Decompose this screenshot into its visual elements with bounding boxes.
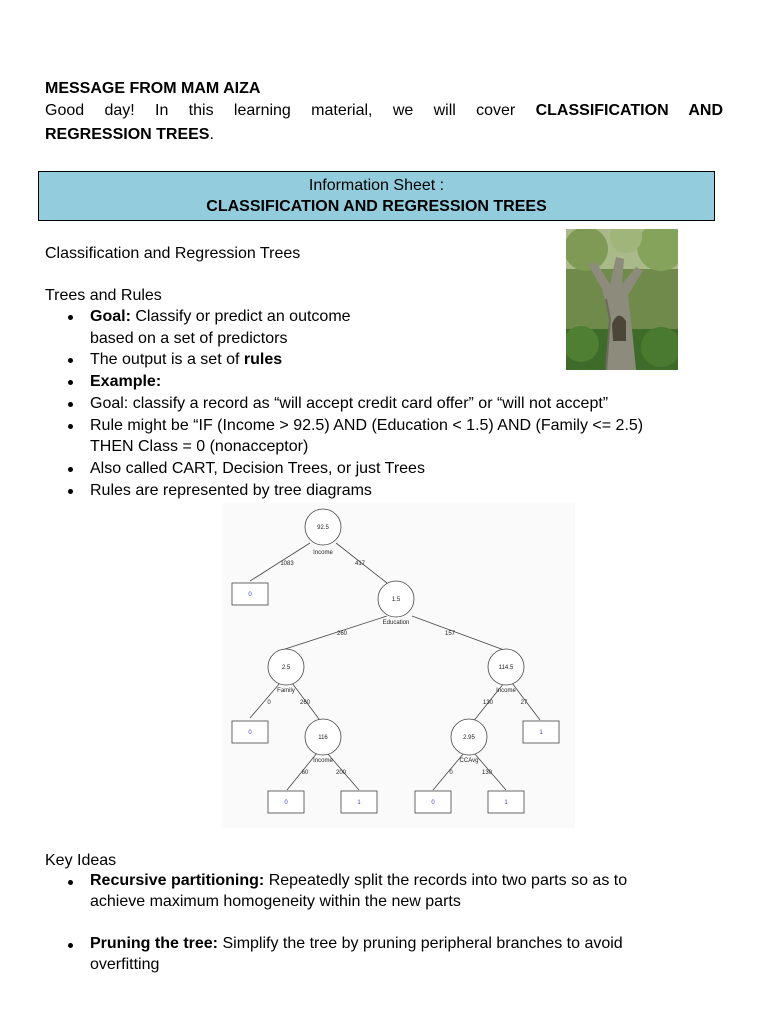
node-variable: CCAvg	[459, 758, 479, 764]
key-ideas-title: Key Ideas	[45, 852, 117, 869]
node-threshold: 2.5	[281, 665, 291, 671]
intro-bold-topic: CLASSIFICATION AND	[535, 102, 724, 119]
node-threshold: 116	[318, 735, 328, 741]
bullet-icon	[68, 315, 73, 320]
bullet-icon	[68, 880, 73, 885]
bullet-icon	[68, 380, 73, 385]
bullet-icon	[68, 424, 73, 429]
edge-count: 157	[444, 631, 456, 637]
list-item	[45, 934, 725, 975]
node-threshold: 2.95	[463, 735, 475, 741]
bullet-icon	[68, 489, 73, 494]
edge-count: 417	[354, 561, 366, 567]
edge-count: 0	[267, 700, 271, 706]
section-title: Classification and Regression Trees	[45, 245, 301, 262]
bullet-text: The output is a set of	[90, 351, 244, 369]
info-sheet-title: CLASSIFICATION AND REGRESSION TREES	[206, 198, 547, 215]
bullet-text: Rules are represented by tree diagrams	[90, 481, 372, 499]
edge-count: 60	[301, 770, 309, 776]
bullet-bold: Goal:	[90, 308, 131, 325]
bullet-text: Simplify the tree by pruning peripheral branches to avoid	[218, 935, 623, 952]
leaf-class: 1	[504, 800, 508, 806]
info-sheet-banner	[38, 171, 715, 221]
key-ideas-list	[45, 871, 725, 975]
bullet-bold: Example:	[90, 373, 162, 391]
node-threshold: 114.5	[498, 665, 514, 671]
tree-edge	[412, 616, 504, 650]
list-item	[45, 349, 725, 371]
bullet-icon	[68, 358, 73, 363]
edge-count: 260	[336, 631, 348, 637]
node-variable: Family	[277, 688, 295, 694]
bullet-text: Rule might be “IF (Income > 92.5) AND (Education < 1.5) AND (Family <= 2.5)	[90, 416, 644, 434]
node-threshold: 1.5	[391, 597, 401, 603]
bullet-icon	[68, 467, 73, 472]
list-item	[45, 306, 725, 349]
bullet-bold: rules	[243, 351, 283, 369]
bullet-icon	[68, 402, 73, 407]
edge-count: 130	[482, 700, 494, 706]
node-variable: Income	[313, 550, 333, 556]
intro-bold-topic-2: REGRESSION TREES	[45, 126, 210, 143]
intro-paragraph-line2	[45, 124, 214, 145]
bullet-text: Goal: classify a record as “will accept credit card offer” or “will not accept”	[90, 394, 609, 412]
node-threshold: 92.5	[317, 525, 329, 531]
edge-count: 130	[481, 770, 493, 776]
node-variable: Income	[313, 758, 333, 764]
trees-rules-list	[45, 306, 725, 501]
edge-count: 200	[335, 770, 347, 776]
leaf-class: 0	[284, 800, 288, 806]
bullet-bold: Recursive partitioning:	[90, 872, 265, 889]
trees-rules-title: Trees and Rules	[45, 287, 162, 304]
intro-period: .	[209, 126, 214, 143]
bullet-text-cont: based on a set of predictors	[90, 329, 288, 347]
bullet-text: Also called CART, Decision Trees, or just Trees	[90, 459, 425, 477]
info-sheet-label: Information Sheet :	[308, 177, 445, 194]
bullet-text-cont: overfitting	[90, 955, 160, 973]
leaf-class: 0	[431, 800, 435, 806]
list-item	[45, 393, 725, 415]
bullet-text: Classify or predict an outcome	[130, 308, 351, 325]
edge-count: 27	[520, 700, 528, 706]
bullet-icon	[68, 943, 73, 948]
node-variable: Education	[382, 620, 410, 626]
list-item	[45, 371, 725, 393]
edge-count: 1083	[280, 561, 294, 567]
message-title: MESSAGE FROM MAM AIZA	[45, 80, 261, 97]
list-item	[45, 415, 725, 458]
bullet-text: Repeatedly split the records into two parts so as to	[264, 872, 628, 889]
list-item	[45, 458, 725, 480]
list-item	[45, 480, 725, 502]
leaf-class: 1	[357, 800, 361, 806]
leaf-class: 0	[248, 592, 252, 598]
bullet-text-cont: THEN Class = 0 (nonacceptor)	[90, 438, 309, 456]
node-variable: Income	[496, 688, 516, 694]
edge-count: 0	[449, 770, 453, 776]
tree-edge	[282, 616, 387, 650]
leaf-class: 1	[539, 730, 543, 736]
tree-edge	[250, 683, 280, 718]
decision-tree-diagram	[222, 503, 575, 828]
intro-text: Good day! In this learning material, we will cover	[45, 102, 516, 119]
list-item	[45, 871, 725, 912]
leaf-class: 0	[248, 730, 252, 736]
bullet-bold: Pruning the tree:	[90, 935, 219, 952]
bullet-text-cont: achieve maximum homogeneity within the new parts	[90, 892, 461, 910]
intro-paragraph	[45, 100, 723, 121]
edge-count: 260	[299, 700, 311, 706]
